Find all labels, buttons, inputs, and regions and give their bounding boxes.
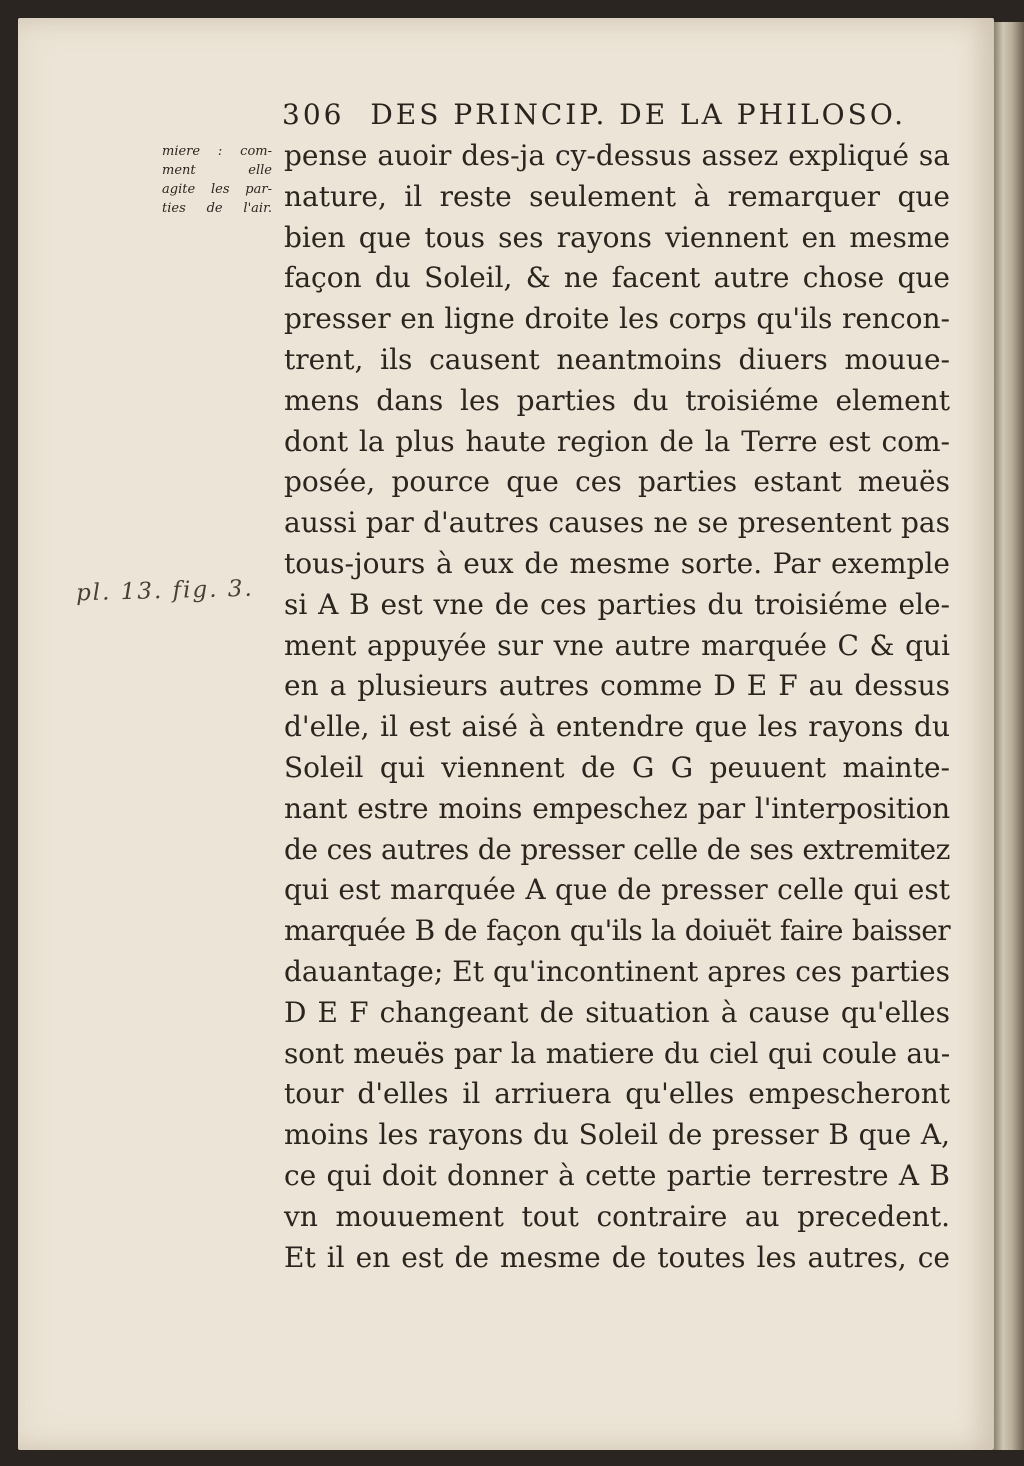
text-line: moins les rayons du Soleil de presser B que A,	[284, 1118, 950, 1152]
text-line: marquée B de façon qu'ils la doiuët faire baisser	[284, 914, 950, 948]
text-line: mens dans les parties du troisiéme element	[284, 383, 950, 417]
text-line: vn mouuement tout contraire au precedent.	[284, 1199, 950, 1233]
text-line: aussi par d'autres causes ne se presentent pas	[284, 506, 950, 540]
text-line: d'elle, il est aisé à entendre que les rayons du	[284, 710, 950, 744]
text-line: trent, ils causent neantmoins diuers mouue-	[284, 342, 950, 376]
page-number: 306	[282, 98, 345, 131]
margin-note-line: ment elle	[162, 163, 272, 178]
text-line: ce qui doit donner à cette partie terrestre A B	[284, 1158, 950, 1192]
text-line: presser en ligne droite les corps qu'ils rencon-	[284, 302, 950, 336]
text-line: en a plusieurs autres comme D E F au dessus	[284, 669, 950, 703]
text-line: façon du Soleil, & ne facent autre chose que	[284, 261, 950, 295]
text-line: si A B est vne de ces parties du troisiéme ele-	[284, 587, 950, 621]
text-line: de ces autres de presser celle de ses extremitez	[284, 832, 950, 866]
text-line: tous-jours à eux de mesme sorte. Par exemple	[284, 546, 950, 580]
text-line: dauantage; Et qu'incontinent apres ces parties	[284, 954, 950, 988]
text-line: Soleil qui viennent de G G peuuent mainte-	[284, 750, 950, 784]
text-line: nature, il reste seulement à remarquer que	[284, 179, 950, 213]
text-line: dont la plus haute region de la Terre est com-	[284, 424, 950, 458]
text-line: sont meuës par la matiere du ciel qui coule au-	[284, 1036, 950, 1070]
text-line: qui est marquée A que de presser celle qui est	[284, 873, 950, 907]
text-line: bien que tous ses rayons viennent en mesme	[284, 220, 950, 254]
text-line: ment appuyée sur vne autre marquée C & qui	[284, 628, 950, 662]
handwritten-annotation: pl. 13. fig. 3.	[75, 575, 255, 607]
margin-note-line: miere : com-	[162, 144, 272, 159]
margin-note-line: agite les par-	[162, 182, 272, 197]
text-line: Et il en est de mesme de toutes les autres, ce	[284, 1240, 950, 1274]
margin-note	[162, 142, 272, 218]
page-edge	[994, 22, 1024, 1450]
text-line: D E F changeant de situation à cause qu'elles	[284, 995, 950, 1029]
text-line: pense auoir des-ja cy-dessus assez expliqué sa	[284, 139, 950, 172]
margin-note-line: ties de l'air.	[162, 201, 272, 216]
running-head	[282, 98, 942, 131]
text-line: tour d'elles il arriuera qu'elles empescheront	[284, 1077, 950, 1111]
text-line: nant estre moins empeschez par l'interposition	[284, 791, 950, 825]
running-head-title: DES PRINCIP. DE LA PHILOSO.	[370, 98, 907, 131]
body-text	[284, 136, 950, 1278]
text-line: posée, pource que ces parties estant meuës	[284, 465, 950, 499]
